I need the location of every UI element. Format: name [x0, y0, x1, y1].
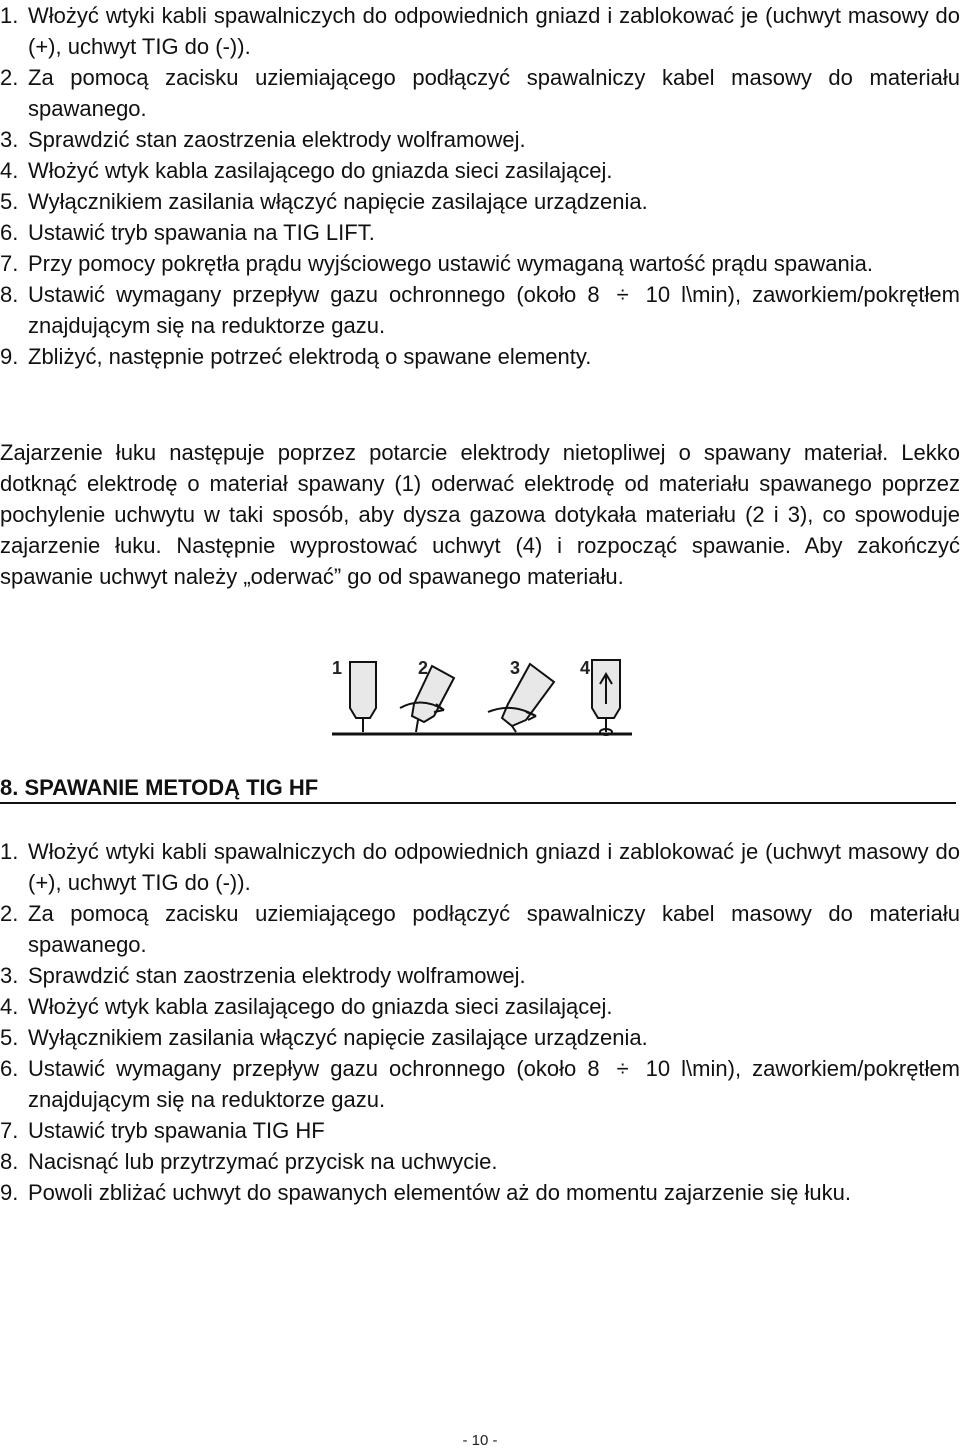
step-text: Nacisnąć lub przytrzymać przycisk na uchwycie.: [28, 1149, 498, 1174]
list-item: [0, 217, 960, 248]
torch-3-icon: [488, 664, 554, 732]
step-text: Włożyć wtyk kabla zasilającego do gniazda sieci zasilającej.: [28, 994, 613, 1019]
list-item: [0, 248, 960, 279]
tig-lift-steps-list: [0, 0, 960, 372]
list-item: [0, 1053, 960, 1115]
step-number: 2.: [0, 65, 19, 90]
step-text: Ustawić tryb spawania TIG HF: [28, 1118, 325, 1143]
figure-label-4: 4: [580, 658, 591, 678]
step-number: 3.: [0, 963, 19, 988]
step-text: Ustawić tryb spawania na TIG LIFT.: [28, 220, 375, 245]
page-number: - 10 -: [462, 1432, 498, 1449]
step-text: Sprawdzić stan zaostrzenia elektrody wolframowej.: [28, 963, 526, 988]
step-number: 3.: [0, 127, 19, 152]
list-item: [0, 1177, 960, 1208]
step-number: 7.: [0, 1118, 19, 1143]
step-number: 9.: [0, 1180, 19, 1205]
list-item: [0, 1146, 960, 1177]
torch-2-icon: [400, 666, 454, 732]
arc-ignition-figure: [330, 652, 635, 742]
torch-4-icon: [592, 660, 620, 735]
step-number: 4.: [0, 994, 19, 1019]
step-text: Włożyć wtyki kabli spawalniczych do odpowiednich gniazd i zablokować je (uchwyt masowy do (+), uchwyt TIG do (-)).: [28, 3, 960, 59]
step-number: 1.: [0, 3, 19, 28]
list-item: [0, 991, 960, 1022]
step-number: 7.: [0, 251, 19, 276]
division-symbol: ÷: [616, 282, 629, 307]
step-number: 1.: [0, 839, 19, 864]
step-text: Sprawdzić stan zaostrzenia elektrody wolframowej.: [28, 127, 526, 152]
step-text-before: Ustawić wymagany przepływ gazu ochronnego (około 8: [28, 1056, 600, 1081]
list-item: [0, 124, 960, 155]
step-number: 4.: [0, 158, 19, 183]
step-number: 6.: [0, 1056, 19, 1081]
list-item: [0, 898, 960, 960]
torch-1-icon: [350, 662, 376, 732]
step-text: Powoli zbliżać uchwyt do spawanych elementów aż do momentu zajarzenie się łuku.: [28, 1180, 851, 1205]
step-number: 6.: [0, 220, 19, 245]
list-item: [0, 836, 960, 898]
step-number: 5.: [0, 189, 19, 214]
torch-positions-illustration: [330, 652, 635, 742]
list-item: [0, 186, 960, 217]
step-text-before: Ustawić wymagany przepływ gazu ochronnego (około 8: [28, 282, 600, 307]
step-number: 2.: [0, 901, 19, 926]
list-item: [0, 960, 960, 991]
step-text: Wyłącznikiem zasilania włączyć napięcie zasilające urządzenia.: [28, 1025, 648, 1050]
arc-ignition-paragraph: Zajarzenie łuku następuje poprzez potarcie elektrody nietopliwej o spawany materiał. Lekko dotknąć elektrodę o materiał spawany (1) oderwać elektrodę od materiału spawanego poprzez pochylenie uchwytu w taki sposób, aby dysza gazowa dotykała materiału (2 i 3), co spowoduje zajarzenie łuku. Następnie wyprostować uchwyt (4) i rozpocząć spawanie. Aby zakończyć spawanie uchwyt należy „oderwać” go od spawanego materiału.: [0, 440, 960, 589]
step-text: Włożyć wtyki kabli spawalniczych do odpowiednich gniazd i zablokować je (uchwyt masowy do (+), uchwyt TIG do (-)).: [28, 839, 960, 895]
step-text: Przy pomocy pokrętła prądu wyjściowego ustawić wymaganą wartość prądu spawania.: [28, 251, 873, 276]
figure-label-3: 3: [510, 658, 521, 678]
section-heading: 8. SPAWANIE METODĄ TIG HF: [0, 774, 956, 804]
step-text: Za pomocą zacisku uziemiającego podłączyć spawalniczy kabel masowy do materiału spawanego.: [28, 65, 960, 121]
list-item: [0, 0, 960, 62]
step-text-after: 10 l\min), zaworkiem/pokrętłem znajdującym się na reduktorze gazu.: [28, 1056, 960, 1112]
step-number: 8.: [0, 1149, 19, 1174]
list-item: [0, 341, 960, 372]
list-item: [0, 62, 960, 124]
figure-label-2: 2: [418, 658, 429, 678]
step-text: Wyłącznikiem zasilania włączyć napięcie zasilające urządzenia.: [28, 189, 648, 214]
list-item: [0, 1022, 960, 1053]
step-text: Zbliżyć, następnie potrzeć elektrodą o spawane elementy.: [28, 344, 592, 369]
list-item: [0, 155, 960, 186]
step-number: 8.: [0, 282, 19, 307]
list-item: [0, 1115, 960, 1146]
division-symbol: ÷: [616, 1056, 629, 1081]
step-text: Za pomocą zacisku uziemiającego podłączyć spawalniczy kabel masowy do materiału spawanego.: [28, 901, 960, 957]
step-text-after: 10 l\min), zaworkiem/pokrętłem znajdującym się na reduktorze gazu.: [28, 282, 960, 338]
step-number: 5.: [0, 1025, 19, 1050]
step-text: Włożyć wtyk kabla zasilającego do gniazda sieci zasilającej.: [28, 158, 613, 183]
step-number: 9.: [0, 344, 19, 369]
list-item: [0, 279, 960, 341]
tig-hf-steps-list: [0, 836, 960, 1208]
figure-label-1: 1: [332, 658, 343, 678]
